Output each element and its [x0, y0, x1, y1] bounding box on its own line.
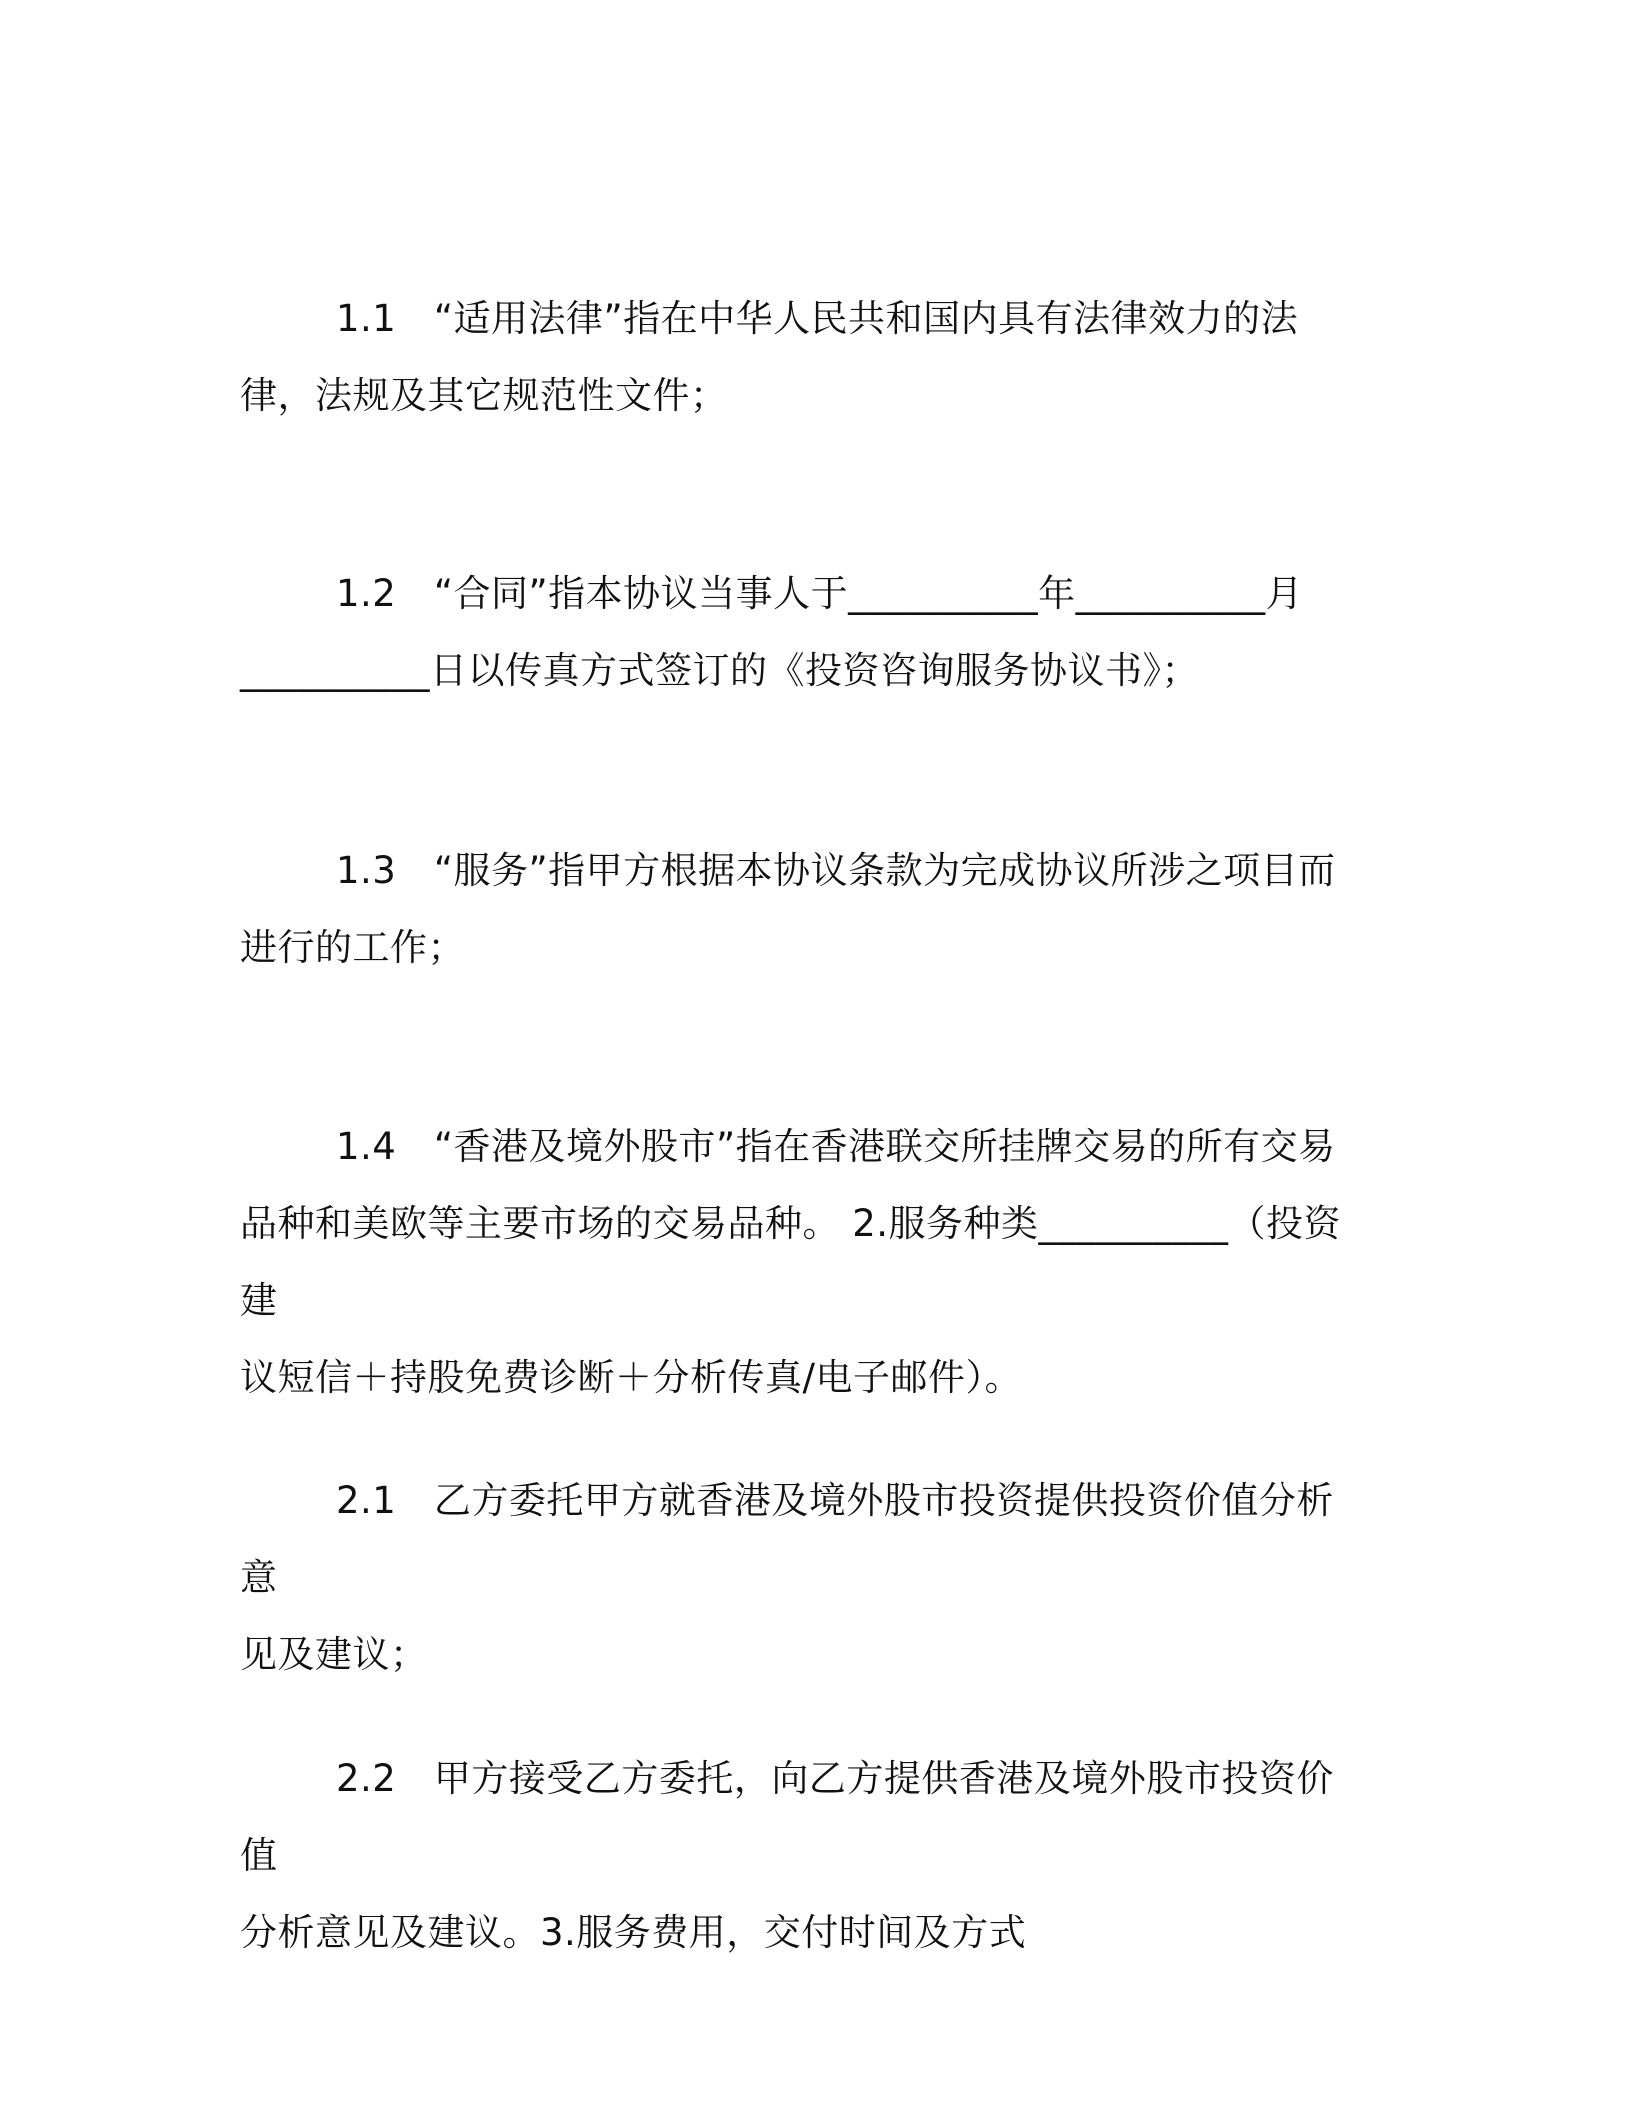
clause-2-2 [240, 1740, 1370, 1971]
clause-line: 律，法规及其它规范性文件； [240, 374, 728, 417]
clause-line: 见及建议； [240, 1633, 428, 1676]
clause-1-3 [240, 832, 1370, 986]
clause-1-4 [240, 1108, 1370, 1416]
clause-line: 进行的工作； [240, 926, 465, 969]
clause-2-1 [240, 1462, 1370, 1693]
clause-line: 2.1 乙方委托甲方就香港及境外股市投资提供投资价值分析意 [240, 1479, 1334, 1599]
clause-1-1 [240, 280, 1370, 434]
clause-line: 1.1 “适用法律”指在中华人民共和国内具有法律效力的法 [336, 297, 1299, 340]
clause-line: __________日以传真方式签订的《投资咨询服务协议书》； [240, 649, 1199, 692]
clause-line: 2.2 甲方接受乙方委托，向乙方提供香港及境外股市投资价值 [240, 1757, 1334, 1877]
clause-line: 品种和美欧等主要市场的交易品种。 2.服务种类__________（投资建 [240, 1202, 1342, 1322]
clause-line: 分析意见及建议。3.服务费用，交付时间及方式 [240, 1911, 1027, 1954]
clause-line: 1.2 “合同”指本协议当事人于__________年__________月 [336, 572, 1304, 615]
clause-line: 1.3 “服务”指甲方根据本协议条款为完成协议所涉之项目而 [336, 849, 1336, 892]
clause-line: 1.4 “香港及境外股市”指在香港联交所挂牌交易的所有交易 [336, 1125, 1336, 1168]
clause-line: 议短信＋持股免费诊断＋分析传真/电子邮件）。 [240, 1356, 1022, 1399]
clause-1-2 [240, 555, 1370, 709]
